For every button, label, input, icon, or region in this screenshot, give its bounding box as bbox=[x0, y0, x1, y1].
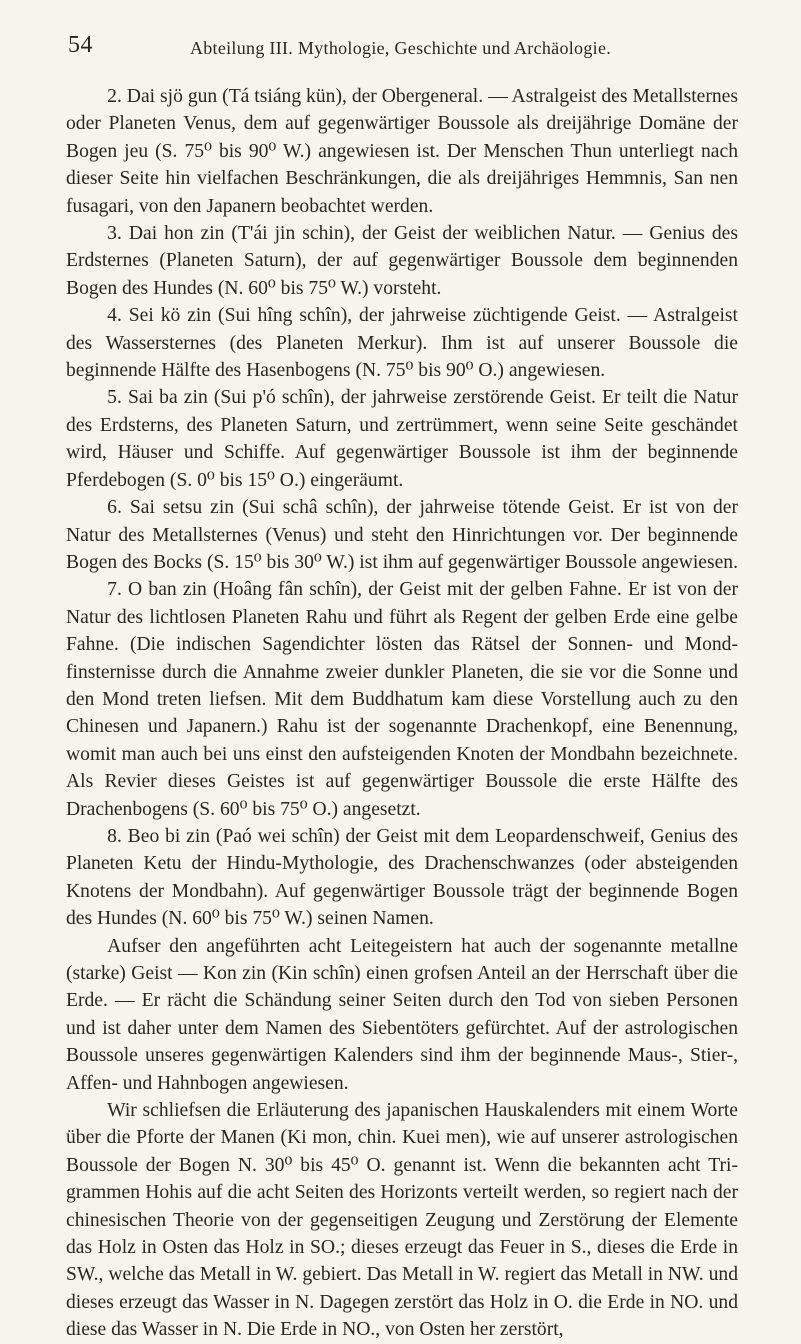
body-text bbox=[66, 83, 738, 1344]
paragraph-yellow-flag-spirit: 7. O ban zin (Hoâng fân schîn), der Geist mit der gelben Fahne. Er ist von der Natur des lichtlosen Planeten Rahu und führt als Regent der gelben Erde eine gelbe Fahne. (Die indischen Sagendichter lösten das Rätsel der Sonnen- und Mondfinsternisse durch die Annahme zweier dunkler Planeten, die sie vor die Sonne und den Mond treten liefsen. Mit dem Buddhatum kam diese Vorstellung auch zu den Chinesen und Japanern.) Rahu ist der sogenannte Drachenkopf, eine Benennung, womit man auch bei uns einst den aufsteigenden Knoten der Mondbahn bezeichnete. Als Revier dieses Geistes ist auf gegenwärtiger Boussole die erste Hälfte des Drachenbogens (S. 60⁰ bis 75⁰ O.) angesetzt. bbox=[66, 579, 738, 820]
paragraph-destroying-spirit: 5. Sai ba zin (Sui p'ó schîn), der jahrweise zerstörende Geist. Er teilt die Natur des Erdsterns, des Planeten Saturn, und zertrümmert, wenn seine Seite geschändet wird, Häuser und Schiffe. Auf gegenwärtiger Boussole ist ihm der beginnende Pferdebogen (S. 0⁰ bis 15⁰ O.) eingeräumt. bbox=[66, 387, 738, 491]
paragraph-female-nature-spirit: 3. Dai hon zin (T'ái jin schin), der Geist der weiblichen Natur. — Genius des Erdsternes (Planeten Saturn), der auf gegenwärtiger Boussole dem beginnenden Bogen des Hundes (N. 60⁰ bis 75⁰ W.) vorsteht. bbox=[66, 223, 738, 299]
paragraph-leopard-tail-spirit: 8. Beo bi zin (Paó wei schîn) der Geist mit dem Leopardenschweif, Genius des Planeten Ketu der Hindu-Mythologie, des Drachenschwanzes (oder absteigenden Knotens der Mondbahn). Auf gegenwärtiger Boussole trägt der beginnende Bogen des Hundes (N. 60⁰ bis 75⁰ W.) seinen Namen. bbox=[66, 825, 738, 930]
paragraph-general: 2. Dai sjö gun (Tá tsiáng kün), der Obergeneral. — Astralgeist des Metallsternes oder Planeten Venus, dem auf gegenwärtiger Boussole als dreijährige Domäne der Bogen jeu (S. 75⁰ bis 90⁰ W.) angewiesen ist. Der Menschen Thun unterliegt nach dieser Seite hin vielfachen Beschränkungen, die als dreijähriges Hemmnis, San nen fusagari, von den Japanern beobachtet werden. bbox=[66, 86, 738, 217]
running-title: Abteilung III. Mythologie, Geschichte und Archäologie. bbox=[189, 38, 612, 58]
paragraph-gate-of-manes: Wir schliefsen die Erläuterung des japanischen Hauskalenders mit einem Worte über die Pforte der Manen (Ki mon, chin. Kuei men), wie auf unserer astrologischen Boussole der Bogen N. 30⁰ bis 45⁰ O. genannt ist. Wenn die bekannten acht Trigrammen Hohis auf die acht Seiten des Horizonts verteilt werden, so regiert nach der chinesischen Theorie von der gegenseitigen Zeugung und Zerstörung der Elemente das Holz in Osten das Holz in SO.; dieses erzeugt das Feuer in S., dieses die Erde in SW., welche das Metall in W. gebiert. Das Metall in W. regiert das Metall in NW. und dieses erzeugt das Wasser in N. Dagegen zerstört das Holz in O. die Erde in NO. und diese das Wasser in N. Die Erde in NO., von Osten her zerstört, bbox=[66, 1100, 738, 1341]
page-number: 54 bbox=[68, 32, 93, 58]
page-header bbox=[0, 30, 801, 64]
paragraph-killing-spirit: 6. Sai setsu zin (Sui schâ schîn), der jahrweise tötende Geist. Er ist von der Natur des Metallsternes (Venus) und steht den Hinrichtungen vor. Der beginnende Bogen des Bocks (S. 15⁰ bis 30⁰ W.) ist ihm auf gegenwärtiger Boussole angewiesen. bbox=[66, 497, 739, 573]
paragraph-metal-spirit: Aufser den angeführten acht Leitegeistern hat auch der sogenannte metallne (starke) Geist — Kon zin (Kin schîn) einen grofsen Anteil an der Herrschaft über die Erde. — Er rächt die Schändung seiner Seiten durch den Tod von sieben Personen und ist daher unter dem Namen des Siebentöters gefürchtet. Auf der astrologischen Boussole unseres gegenwärtigen Kalenders sind ihm der beginnende Maus-, Stier-, Affen- und Hahnbogen angewiesen. bbox=[66, 935, 738, 1094]
paragraph-chastising-spirit: 4. Sei kö zin (Sui hîng schîn), der jahrweise züchtigende Geist. — Astralgeist des Wassersternes (des Planeten Merkur). Ihm ist auf unserer Boussole die beginnende Hälfte des Hasenbogens (N. 75⁰ bis 90⁰ O.) angewiesen. bbox=[66, 305, 738, 382]
